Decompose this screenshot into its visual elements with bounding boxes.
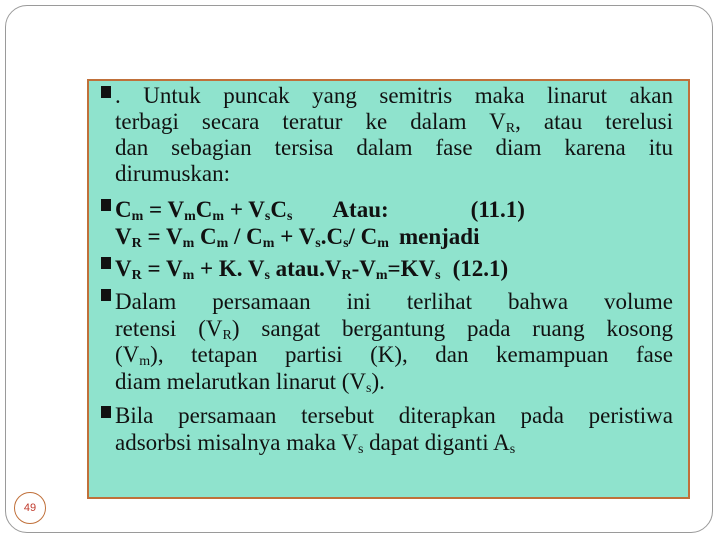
text-line: retensi $(V_R)$ sangat bergantung pada ruang kosong: [115, 316, 674, 343]
text-line: dan sebagian tersisa dalam fase diam karena itu: [115, 135, 673, 160]
page-number: 49: [14, 492, 46, 524]
text-line: terbagi secara teratur ke dalam $V_R$, atau terelusi: [115, 109, 673, 136]
equation-number: (11.1): [470, 197, 525, 222]
equation-line: $V_R = V_m$ $C_m / C_m + V_s.C_s/$ $C_m$ menjadi: [115, 224, 480, 251]
text-line: Dalam persamaan ini terlihat bahwa volume: [115, 289, 673, 314]
equation-number: (12.1): [452, 256, 509, 281]
bullet-icon: [101, 257, 111, 269]
bullet-icon: [101, 199, 111, 211]
text-line: adsorbsi misalnya maka $V_s$ dapat diganti $A_s$: [115, 430, 516, 457]
text-line: $(V_m)$, tetapan partisi (K), dan kemampuan fase: [115, 342, 673, 369]
equation-line: $C_m = V_mC_m + V_sC_s$ Atau: (11.1): [115, 197, 525, 224]
text-line: diam melarutkan linarut $(V_s)$.: [115, 369, 385, 396]
text-line: . Untuk puncak yang semitris maka linarut akan: [115, 83, 673, 108]
bullet-icon: [101, 289, 111, 301]
bullet-icon: [101, 86, 111, 98]
bullet-icon: [101, 406, 111, 418]
text-line: Bila persamaan tersebut diterapkan pada peristiwa: [115, 403, 673, 428]
equation-atau: Atau:: [332, 197, 389, 222]
equation-line: $V_R = V_m + K$. $V_s$ $atau.V_R-V_m=KV_s$ (12.1): [115, 256, 509, 283]
text-line: dirumuskan:: [115, 161, 230, 186]
